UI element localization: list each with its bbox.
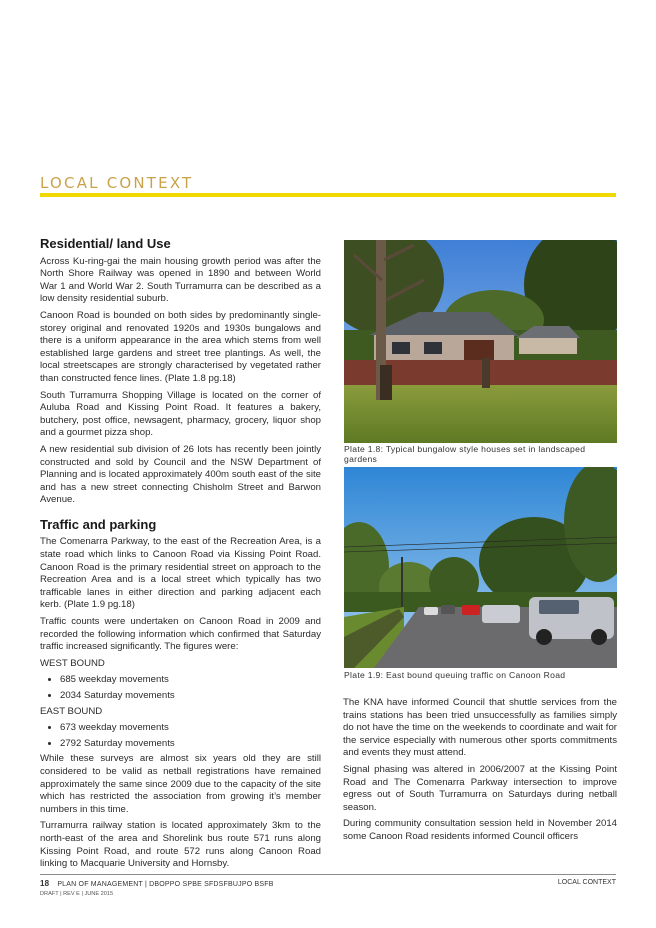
traffic-paragraph: Traffic counts were undertaken on Canoon Road in 2009 and recorded the following information which confirmed that Saturday traffic increased significantly. The figures were: — [40, 616, 321, 653]
right-paragraph: During community consultation session held in November 2014 some Canoon Road residents informed Council officers — [343, 818, 617, 842]
west-bound-list — [40, 674, 321, 702]
plate-1-8-photo — [344, 240, 617, 443]
right-paragraph: Signal phasing was altered in 2006/2007 at the Kissing Point Road and The Comenarra Parkway intersection to improve egress out of South Turramurra on Saturdays during netball season. — [343, 763, 617, 813]
west-bound-label: WEST BOUND — [40, 657, 105, 669]
footer-left — [40, 879, 274, 888]
list-item: • 2792 Saturday movements — [60, 738, 321, 751]
east-bound-label: EAST BOUND — [40, 705, 103, 717]
traffic-paragraph: While these surveys are almost six years old they are still considered to be valid as netball registrations have remained approximately the same since 2009 due to the capacity of the site which has restricted the association from growing it’s member numbers in this time. — [40, 753, 321, 815]
plate-1-9-caption: Plate 1.9: East bound queuing traffic on Canoon Road — [344, 670, 566, 680]
left-column — [40, 238, 321, 875]
list-item: • 673 weekday movements — [60, 722, 321, 735]
east-bound-list — [40, 722, 321, 750]
right-column — [343, 697, 617, 848]
footer-rule — [40, 874, 616, 875]
plate-1-8-caption: Plate 1.8: Typical bungalow style houses set in landscaped gardens — [344, 444, 586, 464]
right-paragraph: The KNA have informed Council that shuttle services from the trains stations has been tried unsuccessfully as families simply do not have the time on the weekends to coordinate and wait for the service especially with numerous other sports commitments and events they must attend. — [343, 697, 617, 759]
residential-paragraph: A new residential sub division of 26 lots has recently been jointly constructed and sold by Council and the NSW Department of Planning and is located approximately 400m south east of the site and has a new street connecting Chisholm Street and Barwon Avenue. — [40, 443, 321, 506]
list-item: • 2034 Saturday movements — [60, 690, 321, 703]
residential-paragraph: Across Ku-ring-gai the main housing growth period was after the North Shore Railway was opened in 1890 and between World War 1 and World War 2. South Turramurra can be described as a low density residential suburb. — [40, 255, 321, 305]
section-title: LOCAL CONTEXT — [40, 174, 194, 192]
residential-paragraph: Canoon Road is bounded on both sides by predominantly single-storey original and renovated 1920s and 1930s bungalows and there is a uniform appearance in the area which stems from well established large gardens and street tree plantings. As well, the local streetscapes are strongly characterised by vegetated rather than constructed fence lines. (Plate 1.8 pg.18) — [40, 309, 321, 384]
draft-line: DRAFT | REV E | JUNE 2015 — [40, 891, 114, 897]
traffic-heading: Traffic and parking — [40, 516, 157, 532]
page-number: 18 — [40, 879, 50, 888]
residential-heading: Residential/ land Use — [40, 236, 171, 251]
residential-paragraph: South Turramurra Shopping Village is located on the corner of Auluba Road and Kissing Point Road. It features a bakery, butchery, post office, newsagent, pharmacy, grocery, liquor shop and a gourmet pizza shop. — [40, 389, 321, 439]
footer-section: LOCAL CONTEXT — [557, 879, 616, 886]
section-title-rule — [40, 193, 616, 197]
traffic-paragraph: The Comenarra Parkway, to the east of the Recreation Area, is a state road which links to Canoon Road via Kissing Point Road. Canoon Road is the primary residential street on approach to the Recreation Area and is a local street which typically has two trafficable lanes in either direction and parking adjacent each kerb. (Plate 1.9 pg.18) — [40, 536, 321, 611]
traffic-paragraph: Turramurra railway station is located approximately 3km to the north-east of the area and Shorelink bus route 571 runs along Kissing Point Road, and route 572 runs along Canoon Road linking to Macquarie University and Hornsby. — [40, 820, 321, 870]
plate-1-9-photo — [344, 467, 617, 668]
list-item: • 685 weekday movements — [60, 674, 321, 687]
document-title: PLAN OF MANAGEMENT | DBOPPO SPBE SFDSFBUJPO BSFB — [57, 881, 274, 888]
